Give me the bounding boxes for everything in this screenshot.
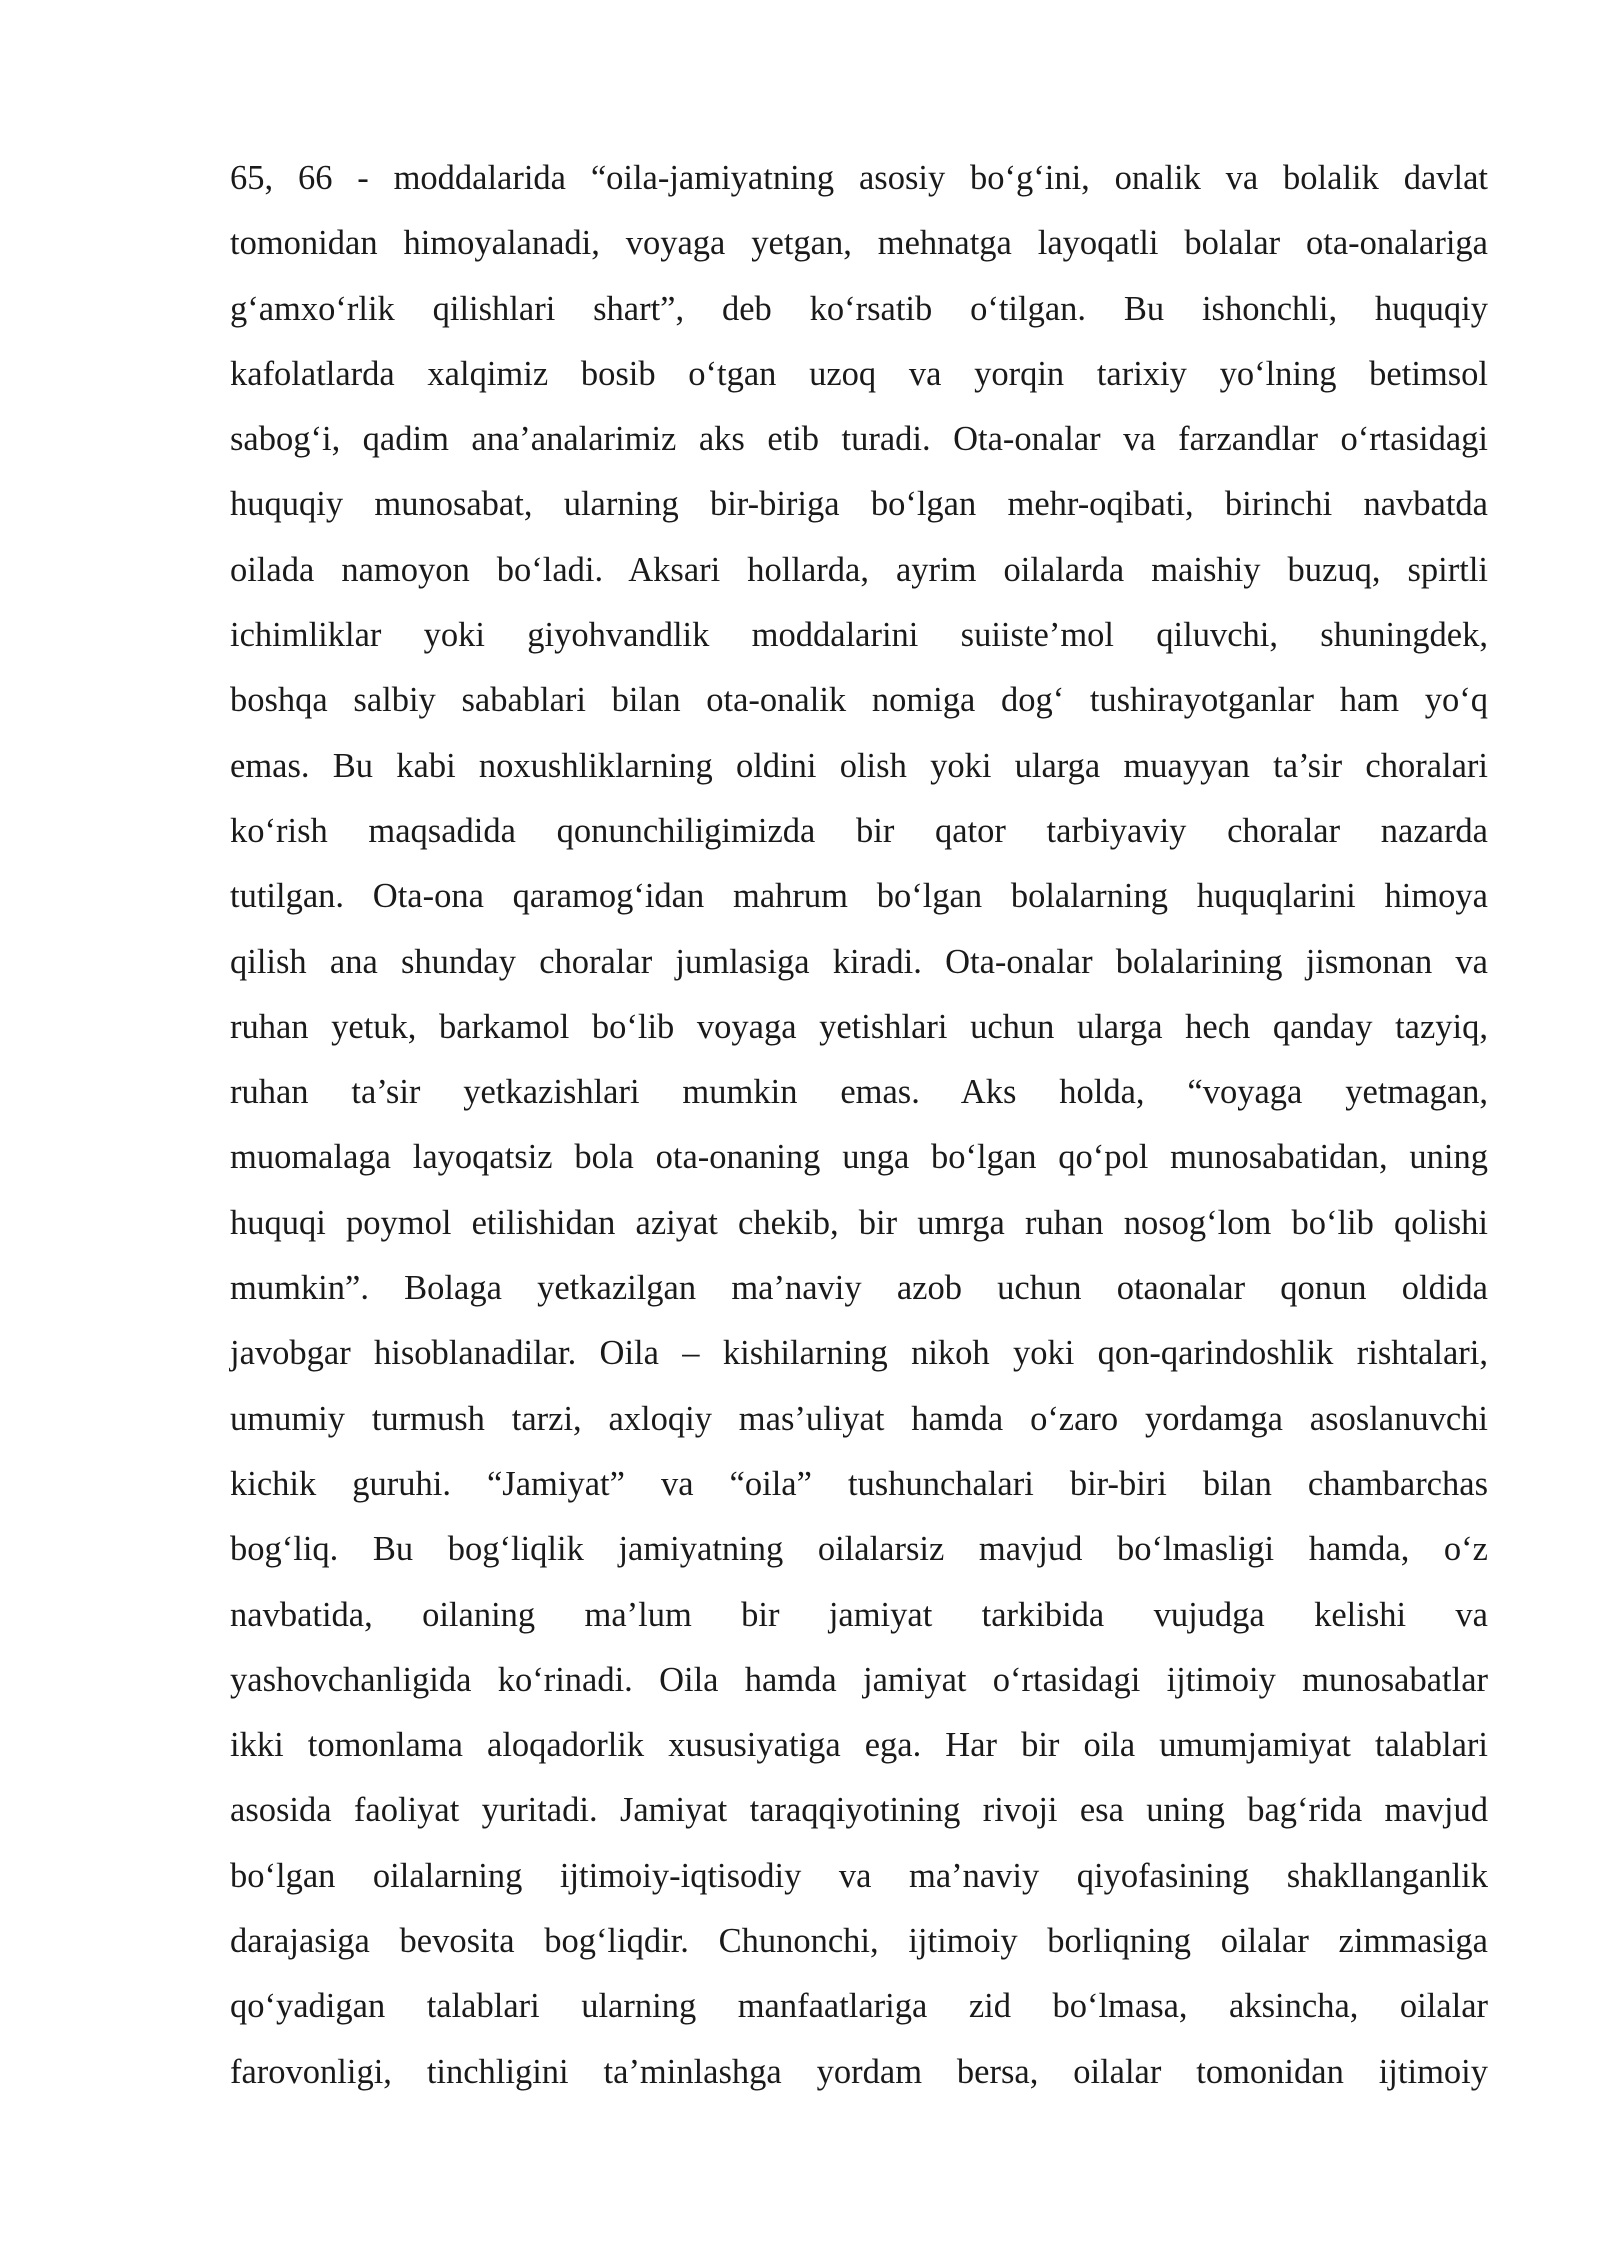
text-line: ruhan yetuk, barkamol bo‘lib voyaga yetishlari uchun ularga hech qanday tazyiq, <box>230 1007 1488 1046</box>
text-line: yashovchanligida ko‘rinadi. Oila hamda jamiyat o‘rtasidagi ijtimoiy munosabatlar <box>230 1660 1488 1699</box>
text-line: oilada namoyon bo‘ladi. Aksari hollarda, ayrim oilalarda maishiy buzuq, spirtli <box>230 550 1488 589</box>
text-line: tutilgan. Ota-ona qaramog‘idan mahrum bo‘lgan bolalarning huquqlarini himoya <box>230 877 1488 916</box>
text-line: sabog‘i, qadim ana’analarimiz aks etib turadi. Ota-onalar va farzandlar o‘rtasidagi <box>230 420 1488 459</box>
text-line: qilish ana shunday choralar jumlasiga kiradi. Ota-onalar bolalarining jismonan va <box>230 942 1488 981</box>
text-line: ichimliklar yoki giyohvandlik moddalarini suiiste’mol qiluvchi, shuningdek, <box>230 616 1488 655</box>
body-paragraph <box>230 146 1488 2105</box>
text-line: boshqa salbiy sabablari bilan ota-onalik nomiga dog‘ tushirayotganlar ham yo‘q <box>230 681 1488 720</box>
text-line: umumiy turmush tarzi, axloqiy mas’uliyat hamda o‘zaro yordamga asoslanuvchi <box>230 1399 1488 1438</box>
text-line: tomonidan himoyalanadi, voyaga yetgan, mehnatga layoqatli bolalar ota-onalariga <box>230 224 1488 263</box>
text-line: mumkin”. Bolaga yetkazilgan ma’naviy azob uchun otaonalar qonun oldida <box>230 1269 1488 1308</box>
text-line: kafolatlarda xalqimiz bosib o‘tgan uzoq va yorqin tarixiy yo‘lning betimsol <box>230 354 1488 393</box>
text-line: darajasiga bevosita bog‘liqdir. Chunonchi, ijtimoiy borliqning oilalar zimmasiga <box>230 1922 1488 1961</box>
text-line: qo‘yadigan talablari ularning manfaatlariga zid bo‘lmasa, aksincha, oilalar <box>230 1987 1488 2026</box>
text-line: huquqi poymol etilishidan aziyat chekib, bir umrga ruhan nosog‘lom bo‘lib qolishi <box>230 1203 1488 1242</box>
text-line: farovonligi, tinchligini ta’minlashga yordam bersa, oilalar tomonidan ijtimoiy <box>230 2052 1488 2091</box>
text-line: bo‘lgan oilalarning ijtimoiy-iqtisodiy va ma’naviy qiyofasining shakllanganlik <box>230 1856 1488 1895</box>
text-line: asosida faoliyat yuritadi. Jamiyat taraqqiyotining rivoji esa uning bag‘rida mavjud <box>230 1791 1488 1830</box>
text-line: emas. Bu kabi noxushliklarning oldini olish yoki ularga muayyan ta’sir choralari <box>230 746 1488 785</box>
text-line: navbatida, oilaning ma’lum bir jamiyat tarkibida vujudga kelishi va <box>230 1595 1488 1634</box>
text-line: kichik guruhi. “Jamiyat” va “oila” tushunchalari bir-biri bilan chambarchas <box>230 1464 1488 1503</box>
text-line: javobgar hisoblanadilar. Oila – kishilarning nikoh yoki qon-qarindoshlik rishtalari, <box>230 1334 1488 1373</box>
text-line: ruhan ta’sir yetkazishlari mumkin emas. Aks holda, “voyaga yetmagan, <box>230 1073 1488 1112</box>
text-line: g‘amxo‘rlik qilishlari shart”, deb ko‘rsatib o‘tilgan. Bu ishonchli, huquqiy <box>230 289 1488 328</box>
text-line: huquqiy munosabat, ularning bir-biriga bo‘lgan mehr-oqibati, birinchi navbatda <box>230 485 1488 524</box>
text-line: bog‘liq. Bu bog‘liqlik jamiyatning oilalarsiz mavjud bo‘lmasligi hamda, o‘z <box>230 1530 1488 1569</box>
text-line: ko‘rish maqsadida qonunchiligimizda bir qator tarbiyaviy choralar nazarda <box>230 811 1488 850</box>
text-line: muomalaga layoqatsiz bola ota-onaning unga bo‘lgan qo‘pol munosabatidan, uning <box>230 1138 1488 1177</box>
text-line: 65, 66 - moddalarida “oila-jamiyatning asosiy bo‘g‘ini, onalik va bolalik davlat <box>230 159 1488 197</box>
text-line: ikki tomonlama aloqadorlik xususiyatiga ega. Har bir oila umumjamiyat talablari <box>230 1726 1488 1765</box>
